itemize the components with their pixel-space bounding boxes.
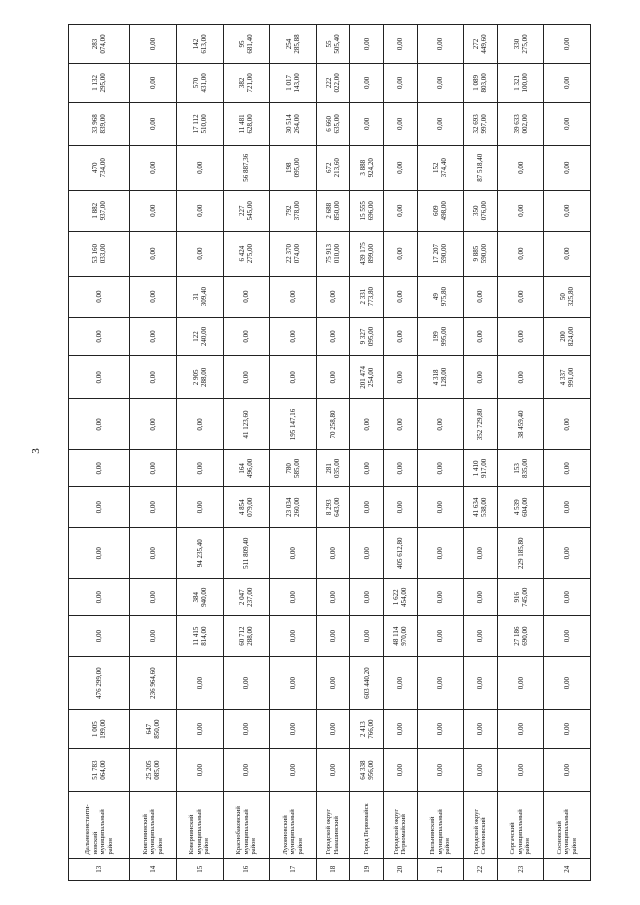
table-cell: 8 293 643,00 <box>316 487 350 528</box>
table-cell: 0,00 <box>464 317 498 356</box>
table-cell: 0,00 <box>417 25 464 64</box>
table-cell: 9 327 095,00 <box>350 317 384 356</box>
table-cell: 0,00 <box>176 487 223 528</box>
row-number: 20 <box>383 858 417 880</box>
table-cell: 470 734,00 <box>69 145 130 190</box>
table-cell: 2 413 766,00 <box>350 710 384 749</box>
table-cell: 0,00 <box>383 25 417 64</box>
table-cell: 0,00 <box>176 145 223 190</box>
table-cell: 0,00 <box>316 616 350 657</box>
table-cell: 4 318 128,00 <box>417 356 464 399</box>
table-cell: 27 186 690,00 <box>497 616 544 657</box>
table-cell: 0,00 <box>350 616 384 657</box>
table-cell: 87 518,40 <box>464 145 498 190</box>
table-cell: 0,00 <box>350 450 384 487</box>
table-cell: 4 539 604,00 <box>497 487 544 528</box>
table-cell: 0,00 <box>544 579 591 616</box>
table-cell: 0,00 <box>69 579 130 616</box>
table-cell: 0,00 <box>130 25 177 64</box>
table-cell: 0,00 <box>350 63 384 102</box>
page-number: 3 <box>30 448 42 454</box>
table-cell: 0,00 <box>497 356 544 399</box>
row-number: 16 <box>223 858 270 880</box>
table-cell: 33 968 839,00 <box>69 102 130 145</box>
table-cell: 0,00 <box>130 190 177 231</box>
table-cell: 0,00 <box>130 231 177 276</box>
table-cell: 0,00 <box>270 616 317 657</box>
table-cell: 4 854 079,00 <box>223 487 270 528</box>
table-cell: 0,00 <box>69 356 130 399</box>
table-cell: 0,00 <box>176 231 223 276</box>
table-cell: 0,00 <box>383 356 417 399</box>
table-cell: 153 835,00 <box>497 450 544 487</box>
table-cell: 0,00 <box>270 356 317 399</box>
table-cell: 0,00 <box>497 145 544 190</box>
table-row <box>350 25 384 881</box>
table-row <box>176 25 223 881</box>
table-cell: 0,00 <box>544 399 591 450</box>
table-cell: 0,00 <box>417 749 464 792</box>
table-cell: 0,00 <box>69 276 130 317</box>
table-cell: 0,00 <box>316 528 350 579</box>
district-name: Городской округ Навашинский <box>316 792 350 858</box>
table-cell: 11 481 628,00 <box>223 102 270 145</box>
table-row <box>383 25 417 881</box>
table-cell: 0,00 <box>544 25 591 64</box>
table-row <box>270 25 317 881</box>
table-cell: 405 612,80 <box>383 528 417 579</box>
table-cell: 0,00 <box>417 487 464 528</box>
table-cell: 0,00 <box>417 63 464 102</box>
table-cell: 38 459,40 <box>497 399 544 450</box>
table-cell: 0,00 <box>544 616 591 657</box>
table-cell: 0,00 <box>383 63 417 102</box>
row-number: 19 <box>350 858 384 880</box>
table-cell: 0,00 <box>130 616 177 657</box>
table-cell: 222 022,00 <box>316 63 350 102</box>
table-cell: 0,00 <box>176 657 223 710</box>
table-cell: 31 309,40 <box>176 276 223 317</box>
table-cell: 0,00 <box>223 710 270 749</box>
table-cell: 0,00 <box>316 749 350 792</box>
table-cell: 11 415 814,00 <box>176 616 223 657</box>
row-number: 18 <box>316 858 350 880</box>
table-cell: 0,00 <box>417 450 464 487</box>
table-cell: 350 076,00 <box>464 190 498 231</box>
table-cell: 0,00 <box>464 749 498 792</box>
table-cell: 0,00 <box>417 102 464 145</box>
table-cell: 142 613,00 <box>176 25 223 64</box>
table-cell: 0,00 <box>383 145 417 190</box>
row-number: 14 <box>130 858 177 880</box>
table-cell: 30 514 264,00 <box>270 102 317 145</box>
table-cell: 0,00 <box>497 749 544 792</box>
table-cell: 0,00 <box>270 749 317 792</box>
table-cell: 56 887,36 <box>223 145 270 190</box>
table-cell: 0,00 <box>383 710 417 749</box>
table-cell: 0,00 <box>130 102 177 145</box>
row-number: 15 <box>176 858 223 880</box>
district-name: Пильнинский муниципальный район <box>417 792 464 858</box>
district-name: Ковернинский муниципальный район <box>176 792 223 858</box>
table-row <box>223 25 270 881</box>
table-cell: 0,00 <box>270 528 317 579</box>
table-cell: 70 258,80 <box>316 399 350 450</box>
table-cell: 0,00 <box>223 356 270 399</box>
table-cell: 0,00 <box>270 710 317 749</box>
table-cell: 272 449,60 <box>464 25 498 64</box>
district-name: Княгининский муниципальный район <box>130 792 177 858</box>
table-cell: 229 185,80 <box>497 528 544 579</box>
table-cell: 0,00 <box>176 190 223 231</box>
table-cell: 9 885 590,00 <box>464 231 498 276</box>
table-cell: 0,00 <box>417 616 464 657</box>
table-cell: 0,00 <box>544 63 591 102</box>
table-cell: 41 634 538,00 <box>464 487 498 528</box>
table-row <box>544 25 591 881</box>
table-cell: 352 729,80 <box>464 399 498 450</box>
table-cell: 0,00 <box>464 528 498 579</box>
table-cell: 0,00 <box>69 450 130 487</box>
table-cell: 0,00 <box>417 579 464 616</box>
table-cell: 0,00 <box>497 710 544 749</box>
table-cell: 0,00 <box>464 356 498 399</box>
table-cell: 199 995,00 <box>417 317 464 356</box>
table-cell: 0,00 <box>130 356 177 399</box>
district-name: Сосновский муниципальный район <box>544 792 591 858</box>
table-cell: 1 017 143,00 <box>270 63 317 102</box>
table-cell: 75 913 010,00 <box>316 231 350 276</box>
table-cell: 195 147,16 <box>270 399 317 450</box>
table-row <box>69 25 130 881</box>
table-cell: 17 112 510,00 <box>176 102 223 145</box>
table-cell: 916 745,00 <box>497 579 544 616</box>
table-cell: 0,00 <box>316 356 350 399</box>
table-row <box>497 25 544 881</box>
table-cell: 0,00 <box>417 399 464 450</box>
table-cell: 603 440,20 <box>350 657 384 710</box>
table-cell: 780 585,00 <box>270 450 317 487</box>
table-cell: 0,00 <box>130 579 177 616</box>
table-cell: 2 688 850,00 <box>316 190 350 231</box>
table-cell: 0,00 <box>316 657 350 710</box>
table-cell: 0,00 <box>350 25 384 64</box>
table-cell: 152 374,40 <box>417 145 464 190</box>
district-name: Город Первомайск <box>350 792 384 858</box>
table-cell: 0,00 <box>270 317 317 356</box>
table-cell: 0,00 <box>130 450 177 487</box>
table-cell: 0,00 <box>130 145 177 190</box>
table-cell: 609 498,00 <box>417 190 464 231</box>
table-cell: 0,00 <box>270 276 317 317</box>
table-cell: 0,00 <box>316 276 350 317</box>
row-number: 21 <box>417 858 464 880</box>
table-cell: 0,00 <box>383 317 417 356</box>
table-cell: 4 337 991,00 <box>544 356 591 399</box>
table-cell: 0,00 <box>544 145 591 190</box>
table-cell: 22 370 074,00 <box>270 231 317 276</box>
table-cell: 39 633 002,00 <box>497 102 544 145</box>
table-cell: 0,00 <box>464 710 498 749</box>
table-cell: 0,00 <box>316 579 350 616</box>
table-cell: 164 496,00 <box>223 450 270 487</box>
table-cell: 0,00 <box>223 276 270 317</box>
table-cell: 6 424 275,00 <box>223 231 270 276</box>
table-cell: 0,00 <box>464 657 498 710</box>
table-cell: 0,00 <box>544 450 591 487</box>
table-cell: 0,00 <box>417 710 464 749</box>
table-cell: 0,00 <box>223 657 270 710</box>
table-cell: 1 410 917,00 <box>464 450 498 487</box>
table-cell: 672 213,60 <box>316 145 350 190</box>
table-cell: 2 331 773,80 <box>350 276 384 317</box>
table-cell: 0,00 <box>69 528 130 579</box>
table-cell: 0,00 <box>497 657 544 710</box>
table-row <box>316 25 350 881</box>
table-cell: 0,00 <box>464 579 498 616</box>
table-row <box>464 25 498 881</box>
table-cell: 0,00 <box>464 616 498 657</box>
table-cell: 0,00 <box>383 450 417 487</box>
table-cell: 0,00 <box>544 710 591 749</box>
table-cell: 53 160 033,00 <box>69 231 130 276</box>
table-cell: 0,00 <box>497 190 544 231</box>
district-name: Сергачский муниципальный район <box>497 792 544 858</box>
table-cell: 0,00 <box>544 190 591 231</box>
table-cell: 0,00 <box>350 528 384 579</box>
table-cell: 2 905 288,00 <box>176 356 223 399</box>
table-cell: 570 431,00 <box>176 63 223 102</box>
table-cell: 0,00 <box>417 657 464 710</box>
table-cell: 60 712 288,00 <box>223 616 270 657</box>
table-cell: 330 275,00 <box>497 25 544 64</box>
table-cell: 0,00 <box>176 749 223 792</box>
table-cell: 0,00 <box>223 317 270 356</box>
table-cell: 0,00 <box>316 710 350 749</box>
table-cell: 0,00 <box>176 450 223 487</box>
table-cell: 0,00 <box>544 657 591 710</box>
table-cell: 0,00 <box>270 657 317 710</box>
table-cell: 0,00 <box>544 749 591 792</box>
table-cell: 283 074,00 <box>69 25 130 64</box>
table-cell: 0,00 <box>417 528 464 579</box>
table-cell: 1 321 100,00 <box>497 63 544 102</box>
table-cell: 94 235,40 <box>176 528 223 579</box>
table-cell: 0,00 <box>544 487 591 528</box>
table-cell: 0,00 <box>350 399 384 450</box>
table-cell: 0,00 <box>316 317 350 356</box>
table-cell: 0,00 <box>130 487 177 528</box>
table-cell: 2 047 237,00 <box>223 579 270 616</box>
row-number: 13 <box>69 858 130 880</box>
data-table <box>68 24 591 881</box>
row-number: 23 <box>497 858 544 880</box>
table-cell: 23 034 260,00 <box>270 487 317 528</box>
table-cell: 49 975,80 <box>417 276 464 317</box>
table-row <box>417 25 464 881</box>
table-cell: 1 132 295,00 <box>69 63 130 102</box>
table-cell: 25 205 085,00 <box>130 749 177 792</box>
table-cell: 0,00 <box>176 710 223 749</box>
table-cell: 48 114 970,00 <box>383 616 417 657</box>
table-cell: 0,00 <box>383 190 417 231</box>
table-cell: 0,00 <box>464 276 498 317</box>
table-cell: 200 824,00 <box>544 317 591 356</box>
table-cell: 15 555 696,00 <box>350 190 384 231</box>
table-cell: 0,00 <box>130 317 177 356</box>
district-name: Лукояновский муниципальный район <box>270 792 317 858</box>
table-cell: 201 474 254,00 <box>350 356 384 399</box>
table-cell: 1 882 937,00 <box>69 190 130 231</box>
table-cell: 0,00 <box>69 399 130 450</box>
table-cell: 0,00 <box>350 487 384 528</box>
table-cell: 6 660 635,00 <box>316 102 350 145</box>
table-cell: 3 888 924,20 <box>350 145 384 190</box>
table-cell: 254 285,88 <box>270 25 317 64</box>
table-cell: 55 505,40 <box>316 25 350 64</box>
table-cell: 647 850,00 <box>130 710 177 749</box>
table-cell: 0,00 <box>130 276 177 317</box>
table-cell: 0,00 <box>544 528 591 579</box>
table-cell: 32 693 997,00 <box>464 102 498 145</box>
table-cell: 0,00 <box>383 102 417 145</box>
row-number: 22 <box>464 858 498 880</box>
table-cell: 0,00 <box>544 231 591 276</box>
district-name: Дальнеконстанти- новский муниципальный район <box>69 792 130 858</box>
table-cell: 0,00 <box>350 102 384 145</box>
table-cell: 236 964,60 <box>130 657 177 710</box>
table-cell: 384 940,00 <box>176 579 223 616</box>
table-cell: 0,00 <box>383 749 417 792</box>
table-cell: 0,00 <box>383 276 417 317</box>
district-name: Краснобаковский муниципальный район <box>223 792 270 858</box>
table-cell: 0,00 <box>130 63 177 102</box>
table-cell: 0,00 <box>270 579 317 616</box>
table-cell: 281 035,00 <box>316 450 350 487</box>
table-cell: 1 622 454,00 <box>383 579 417 616</box>
table-cell: 0,00 <box>544 102 591 145</box>
table-cell: 122 240,00 <box>176 317 223 356</box>
table-cell: 0,00 <box>383 399 417 450</box>
table-cell: 0,00 <box>130 528 177 579</box>
table-cell: 0,00 <box>383 657 417 710</box>
table-cell: 792 378,00 <box>270 190 317 231</box>
table-cell: 382 721,00 <box>223 63 270 102</box>
table-cell: 511 809,40 <box>223 528 270 579</box>
table-cell: 0,00 <box>383 487 417 528</box>
table-cell: 0,00 <box>497 317 544 356</box>
table-cell: 0,00 <box>69 616 130 657</box>
table-row <box>130 25 177 881</box>
district-name: Городской округ Семеновский <box>464 792 498 858</box>
table-cell: 17 207 590,00 <box>417 231 464 276</box>
table-cell: 41 123,60 <box>223 399 270 450</box>
table-cell: 95 681,40 <box>223 25 270 64</box>
table-cell: 1 005 199,00 <box>69 710 130 749</box>
table-cell: 0,00 <box>69 487 130 528</box>
table-cell: 476 299,00 <box>69 657 130 710</box>
rotated-table-wrapper <box>68 24 591 881</box>
table-cell: 439 175 899,00 <box>350 231 384 276</box>
table-cell: 1 089 803,00 <box>464 63 498 102</box>
table-cell: 0,00 <box>223 749 270 792</box>
row-number: 17 <box>270 858 317 880</box>
district-name: Городской округ Первомайский <box>383 792 417 858</box>
table-cell: 0,00 <box>497 231 544 276</box>
table-cell: 0,00 <box>69 317 130 356</box>
table-cell: 198 095,00 <box>270 145 317 190</box>
table-cell: 64 338 956,00 <box>350 749 384 792</box>
table-cell: 50 325,80 <box>544 276 591 317</box>
table-cell: 0,00 <box>497 276 544 317</box>
table-cell: 0,00 <box>130 399 177 450</box>
table-cell: 0,00 <box>383 231 417 276</box>
table-cell: 51 783 064,00 <box>69 749 130 792</box>
row-number: 24 <box>544 858 591 880</box>
table-cell: 0,00 <box>350 579 384 616</box>
table-cell: 227 545,00 <box>223 190 270 231</box>
table-cell: 0,00 <box>176 399 223 450</box>
